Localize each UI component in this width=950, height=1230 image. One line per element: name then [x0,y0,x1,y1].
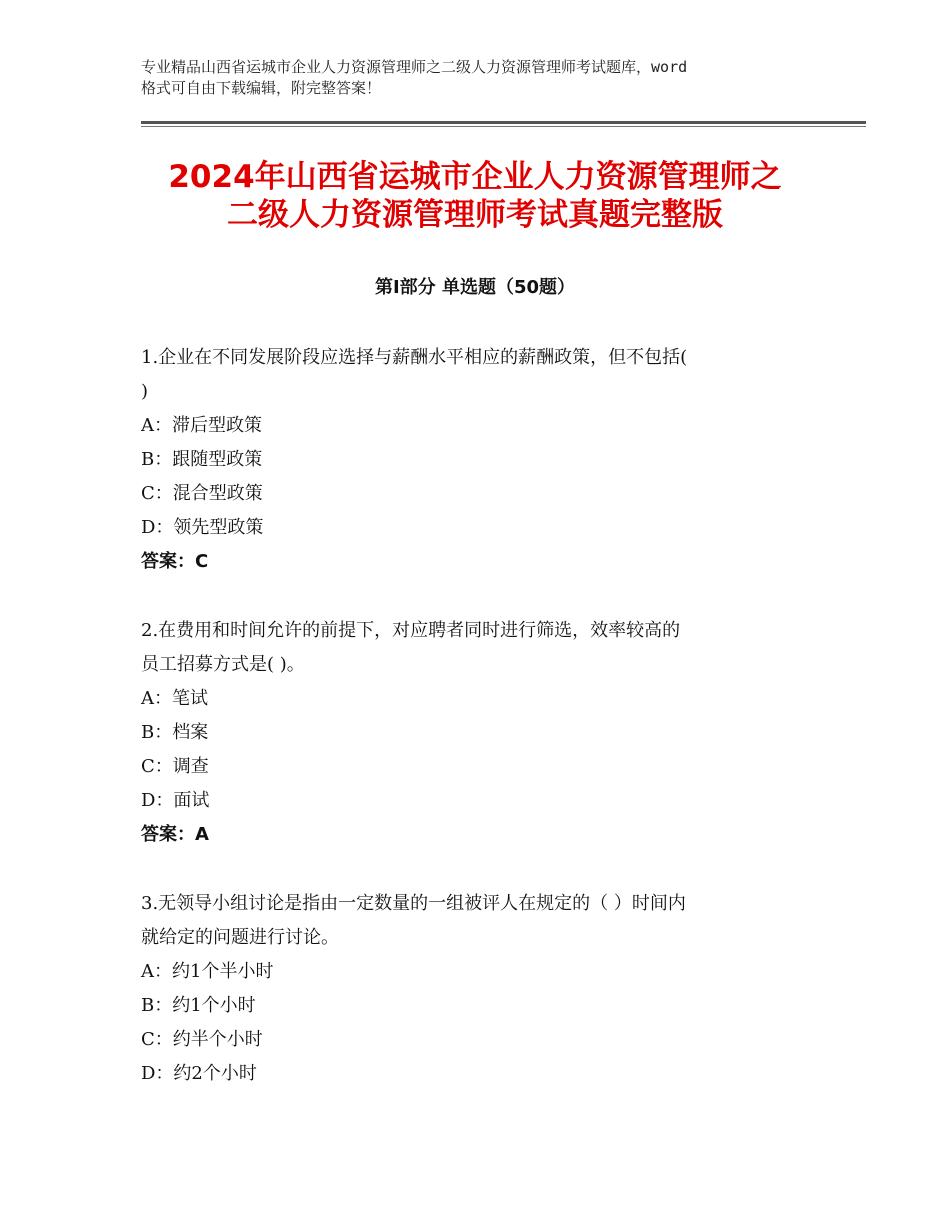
option-a: A：约1个半小时 [141,961,274,982]
header-rule-thick [141,121,866,124]
question-stem-line: 就给定的问题进行讨论。 [141,927,339,948]
question-stem-line: ) [141,381,149,402]
option-d: D：领先型政策 [141,517,264,538]
answer: 答案：C [141,551,209,572]
header-rule-thin [141,126,866,127]
option-c: C：调查 [141,756,209,777]
question-stem [141,341,831,409]
option-a: A：笔试 [141,688,208,709]
title-line-1: 2024年山西省运城市企业人力资源管理师之 [168,159,782,195]
option-d: D：面试 [141,790,210,811]
header-line-1: 专业精品山西省运城市企业人力资源管理师之二级人力资源管理师考试题库，word [141,58,688,76]
document-title [100,158,850,234]
question-stem-line: 1.企业在不同发展阶段应选择与薪酬水平相应的薪酬政策，但不包括( [141,347,688,368]
option-c: C：混合型政策 [141,483,263,504]
option-c: C：约半个小时 [141,1029,263,1050]
section-heading: 第Ⅰ部分 单选题（50题） [374,277,575,298]
question-3 [141,887,831,1091]
option-d: D：约2个小时 [141,1063,257,1084]
option-b: B：档案 [141,722,209,743]
option-b: B：跟随型政策 [141,449,263,470]
question-stem-line: 员工招募方式是( )。 [141,654,305,675]
header-line-2: 格式可自由下载编辑，附完整答案！ [141,79,382,97]
question-stem [141,887,831,955]
question-stem-line: 3.无领导小组讨论是指由一定数量的一组被评人在规定的（ ）时间内 [141,893,686,914]
question-stem [141,614,831,682]
answer: 答案：A [141,824,209,845]
option-a: A：滞后型政策 [141,415,262,436]
question-2 [141,614,831,852]
option-b: B：约1个小时 [141,995,256,1016]
document-header [141,57,831,99]
title-line-2: 二级人力资源管理师考试真题完整版 [227,197,723,233]
question-1 [141,341,831,579]
question-stem-line: 2.在费用和时间允许的前提下，对应聘者同时进行筛选，效率较高的 [141,620,681,641]
